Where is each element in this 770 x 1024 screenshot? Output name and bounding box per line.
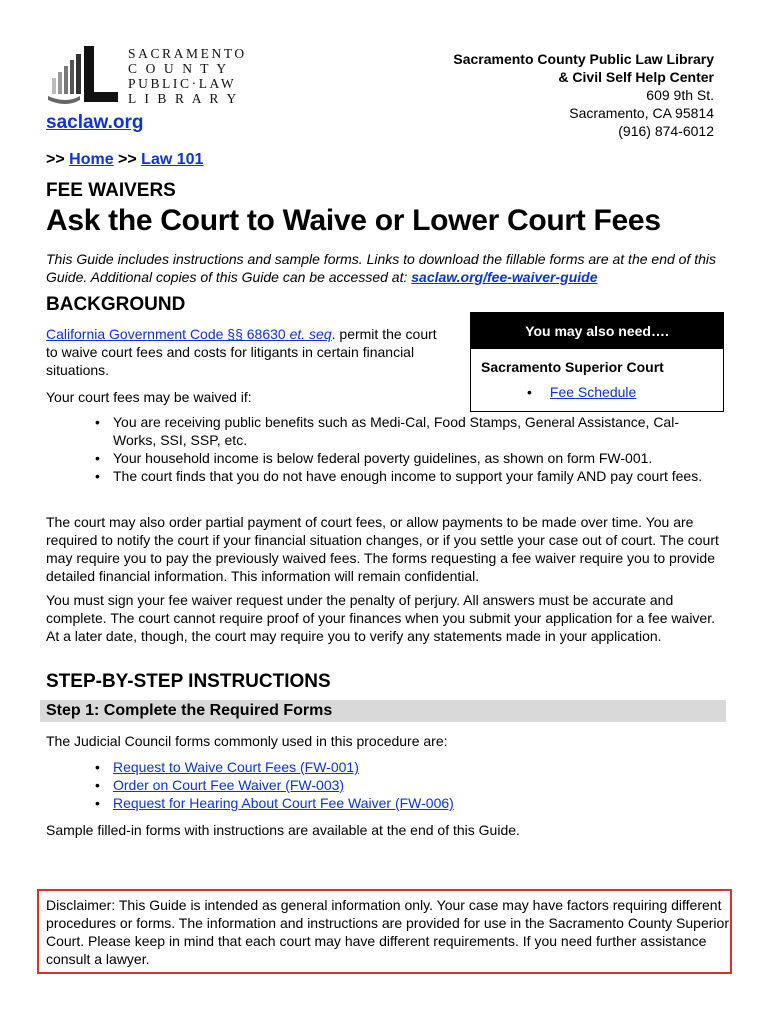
gov-code-rest: . permit the court to waive court fees and costs for litigants in certain financial situations.	[46, 326, 437, 378]
waived-if-text: Your court fees may be waived if:	[46, 389, 252, 405]
breadcrumb-home-link[interactable]: Home	[69, 151, 114, 168]
list-item	[86, 758, 586, 776]
intro-body: This Guide includes instructions and sample forms. Links to download the fillable forms are at the end of this Guide. Additional copies of this Guide can be accessed at:	[46, 251, 717, 285]
gov-code-paragraph	[46, 325, 446, 379]
logo-line: L I B R A R Y	[128, 91, 239, 106]
org-name: Sacramento County Public Law Library	[453, 51, 714, 67]
page-title: Ask the Court to Waive or Lower Court Fees	[46, 204, 661, 237]
disclaimer-box: Disclaimer: This Guide is intended as general information only. Your case may have factors requiring different procedures or forms. The information and instructions are provided for use in the Sacramento County Superior Court. Please keep in mind that each court may have different requirements. If you need further assistance consult a lawyer.	[37, 889, 732, 974]
street-address: 609 9th St.	[646, 87, 714, 103]
forms-intro: The Judicial Council forms commonly used in this procedure are:	[46, 733, 448, 749]
guide-link[interactable]: saclaw.org/fee-waiver-guide	[411, 269, 598, 285]
also-need-box	[470, 312, 724, 412]
list-item	[86, 776, 586, 794]
gov-code-link[interactable]	[46, 326, 332, 342]
logo-line: PUBLIC·LAW	[128, 76, 237, 91]
bullet-icon: •	[527, 384, 532, 400]
section-label: FEE WAIVERS	[46, 180, 176, 201]
fee-schedule-item	[471, 384, 723, 400]
breadcrumb	[46, 151, 203, 169]
logo-wordmark	[128, 46, 247, 106]
et-seq-text: et. seq	[289, 326, 332, 342]
instructions-heading: STEP-BY-STEP INSTRUCTIONS	[46, 671, 331, 692]
library-logo	[46, 44, 126, 106]
gov-code-link-text: California Government Code §§ 68630	[46, 326, 290, 342]
perjury-paragraph: You must sign your fee waiver request under the penalty of perjury. All answers must be accurate and complete. The court cannot require proof of your finances when you submit your application for a fee waiver. At a later date, though, the court may require you to verify any statements made in your application.	[46, 592, 715, 644]
fw006-link[interactable]: Request for Hearing About Court Fee Waiver (FW-006)	[113, 795, 454, 811]
also-need-heading: You may also need….	[471, 313, 723, 349]
superior-court-label: Sacramento Superior Court	[481, 359, 664, 375]
background-heading: BACKGROUND	[46, 294, 186, 315]
partial-payment-paragraph: The court may also order partial payment of court fees, or allow payments to be made over time. You are required to notify the court if your financial situation changes, or if you settle your case out of court. The court may require you to pay the previously waived fees. The forms requesting a fee waiver require you to provide detailed financial information. This information will remain confidential.	[46, 514, 719, 584]
breadcrumb-separator: >>	[113, 151, 142, 168]
logo-line: SACRAMENTO	[128, 46, 247, 61]
fee-schedule-link[interactable]: Fee Schedule	[549, 384, 637, 400]
breadcrumb-law101-link[interactable]: Law 101	[141, 151, 204, 168]
site-link[interactable]: saclaw.org	[46, 112, 144, 133]
list-item: • The court finds that you do not have enough income to support your family AND pay court fees.	[86, 467, 706, 485]
center-name: & Civil Self Help Center	[558, 69, 714, 85]
phone-number: (916) 874-6012	[618, 123, 714, 139]
fw001-link[interactable]: Request to Waive Court Fees (FW-001)	[113, 759, 359, 775]
list-item: • Your household income is below federal poverty guidelines, as shown on form FW-001.	[86, 449, 706, 467]
library-address	[453, 50, 714, 140]
fw003-link[interactable]: Order on Court Fee Waiver (FW-003)	[113, 777, 345, 793]
list-item: • You are receiving public benefits such as Medi-Cal, Food Stamps, General Assistance, Cal-Works, SSI, SSP, etc.	[86, 413, 706, 449]
logo-line: C O U N T Y	[128, 61, 229, 76]
list-item	[86, 794, 586, 812]
eligibility-list	[86, 413, 706, 485]
step1-heading: Step 1: Complete the Required Forms	[46, 702, 333, 719]
logo-books-icon	[46, 44, 126, 106]
city-address: Sacramento, CA 95814	[569, 105, 714, 121]
intro-text	[46, 250, 736, 286]
sample-forms-text: Sample filled-in forms with instructions are available at the end of this Guide.	[46, 822, 520, 838]
step1-bar	[40, 700, 726, 722]
forms-list	[86, 758, 586, 812]
breadcrumb-separator: >>	[46, 151, 70, 168]
